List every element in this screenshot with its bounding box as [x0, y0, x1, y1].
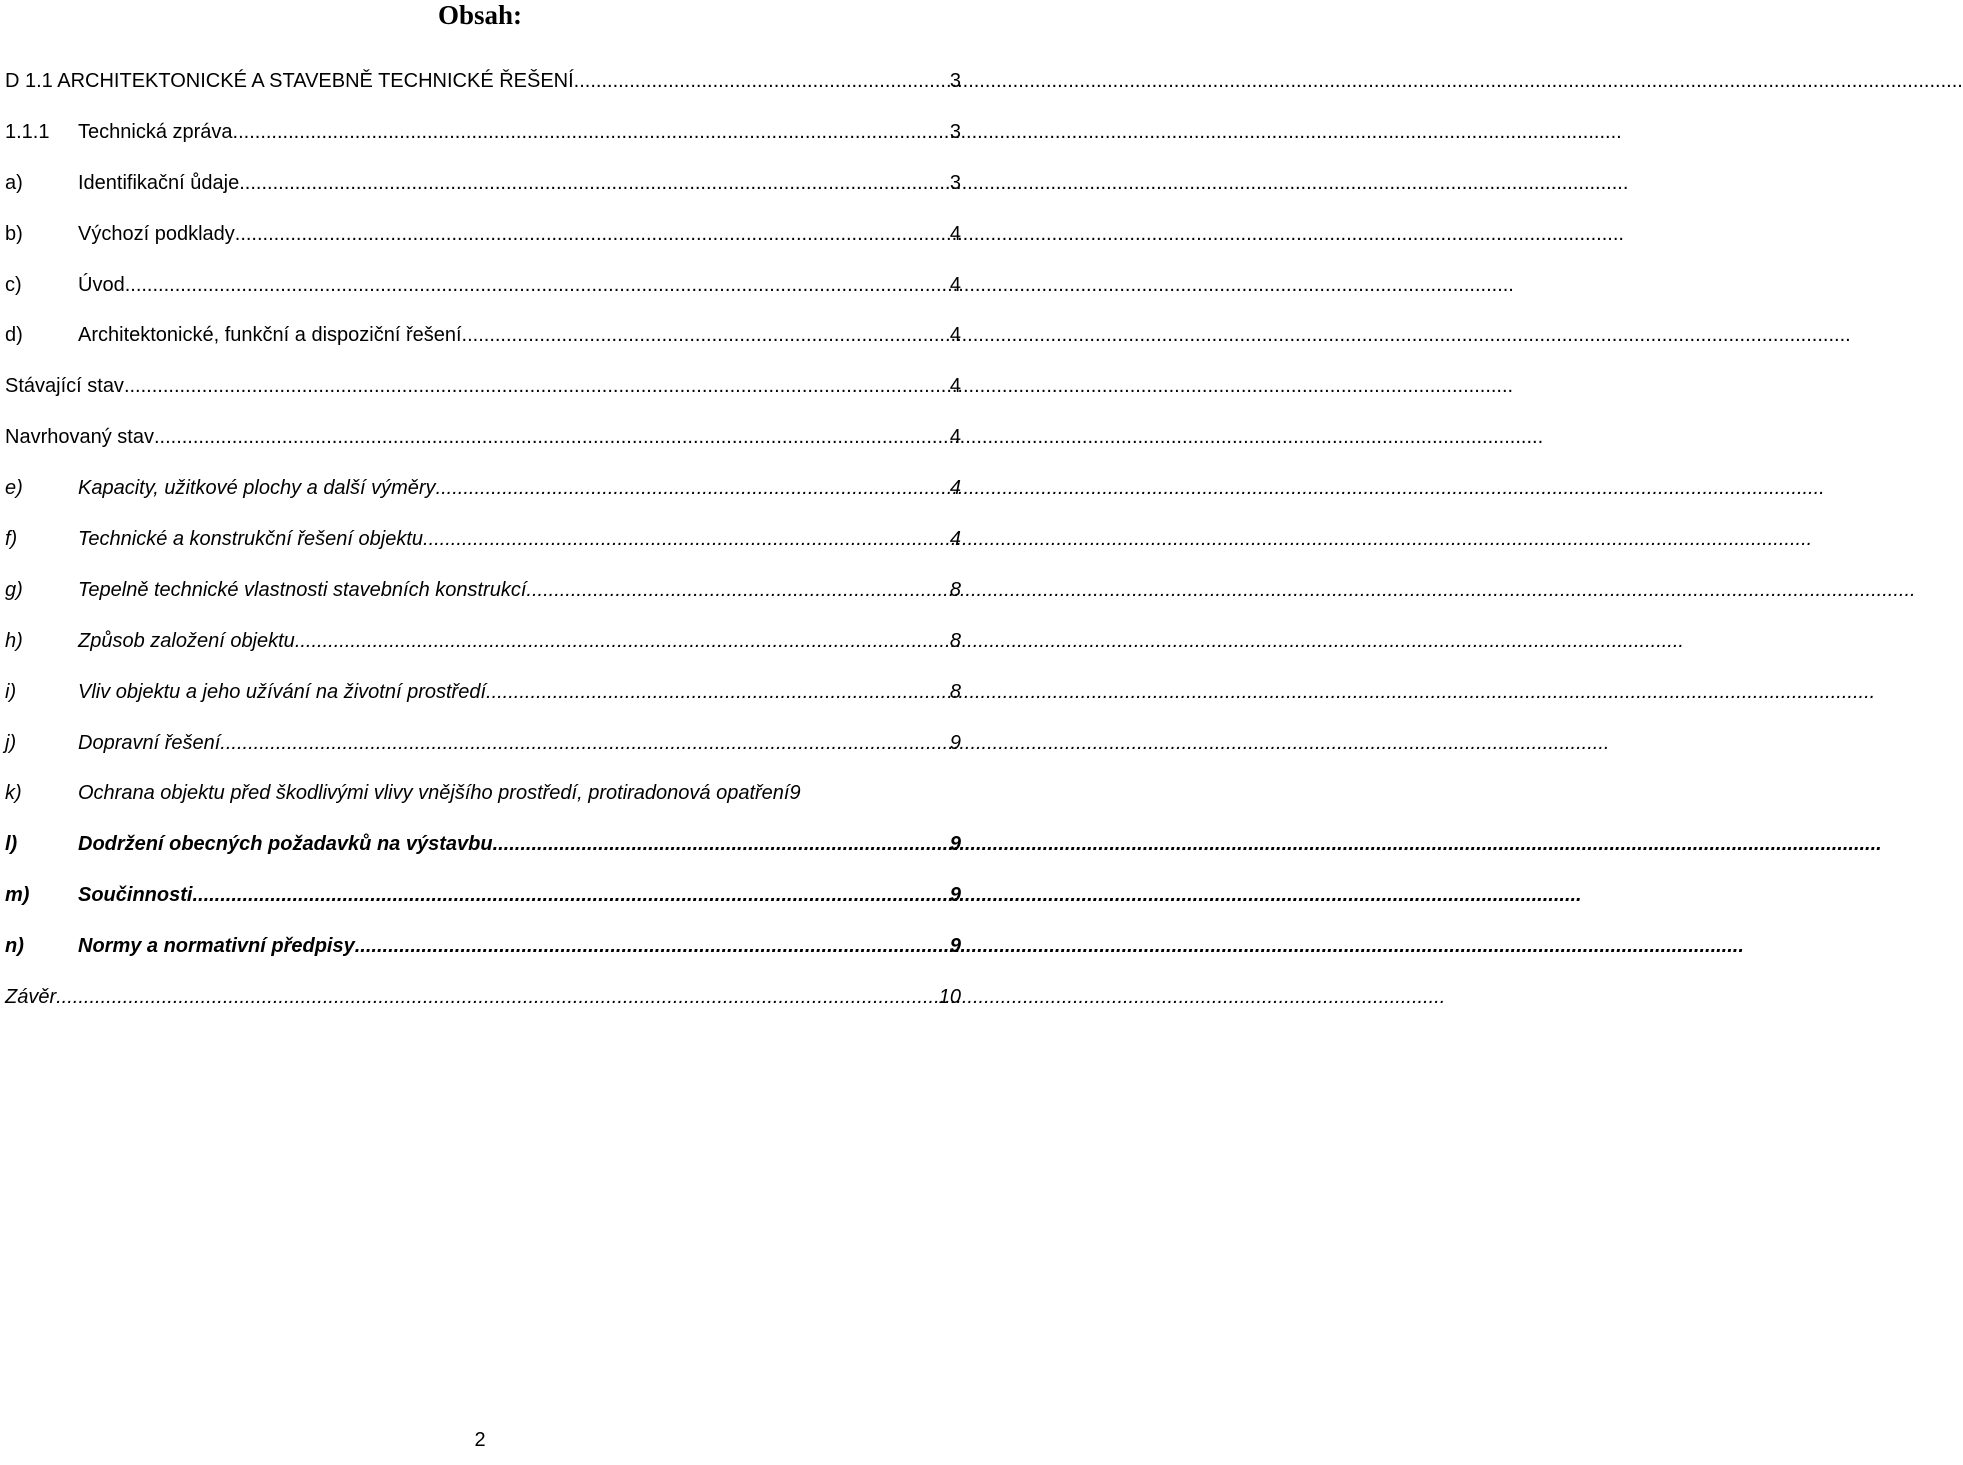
toc-entry-page: 4	[949, 273, 961, 296]
toc-entry-zpusob-zalozeni[interactable]	[5, 616, 961, 667]
dot-leader	[124, 361, 946, 412]
toc-entry-page: 9	[949, 731, 961, 754]
toc-entry-number: g)	[5, 578, 23, 601]
dot-leader	[436, 463, 946, 514]
dot-leader	[462, 310, 946, 361]
toc-entry-page: 9	[949, 884, 961, 907]
toc-entry-number: b)	[5, 222, 23, 245]
toc-entry-label: Normy a normativní předpisy	[78, 935, 355, 958]
dot-leader	[154, 412, 946, 463]
toc-entry-vliv-objektu[interactable]	[5, 667, 961, 718]
toc-entry-dopravni-reseni[interactable]	[5, 718, 961, 769]
toc-entry-navrhovany-stav[interactable]	[5, 412, 961, 463]
toc-entry-label: Vliv objektu a jeho užívání na životní prostředí	[78, 680, 487, 703]
toc-entry-label: D 1.1 ARCHITEKTONICKÉ A STAVEBNĚ TECHNICKÉ ŘEŠENÍ	[5, 70, 574, 92]
toc-entry-page: 8	[949, 578, 961, 601]
toc-entry-number: f)	[5, 528, 18, 551]
toc-entry-page: 9	[789, 782, 801, 805]
toc-entry-normy[interactable]	[5, 921, 961, 972]
dot-leader	[233, 107, 946, 158]
toc-entry-number: c)	[5, 273, 22, 296]
toc-entry-number: h)	[5, 629, 23, 652]
toc-entry-number: e)	[5, 477, 23, 500]
toc-entry-label: Ochrana objektu před škodlivými vlivy vnějšího prostředí, protiradonová opatření	[78, 782, 790, 805]
toc-entry-label: Výchozí podklady	[78, 222, 235, 245]
toc-entry-page: 4	[949, 222, 961, 245]
dot-leader	[493, 819, 946, 870]
toc-entry-tepelne-vlastnosti[interactable]	[5, 565, 961, 616]
toc-entry-label: Technické a konstrukční řešení objektu	[78, 528, 424, 551]
toc-entry-page: 10	[938, 986, 961, 1009]
toc-entry-konstrukcni-reseni[interactable]	[5, 514, 961, 565]
dot-leader	[295, 616, 946, 667]
toc-entry-label: Závěr	[5, 986, 57, 1009]
dot-leader	[423, 514, 946, 565]
table-of-contents	[5, 56, 961, 1023]
toc-entry-label: Tepelně technické vlastnosti stavebních konstrukcí	[78, 578, 527, 601]
toc-entry-page: 9	[949, 935, 961, 958]
toc-entry-page: 4	[949, 324, 961, 347]
dot-leader	[56, 972, 935, 1023]
toc-entry-page: 4	[949, 426, 961, 449]
dot-leader	[526, 565, 945, 616]
toc-entry-soucinnosti[interactable]	[5, 870, 961, 921]
dot-leader	[239, 158, 946, 209]
toc-entry-number: n)	[5, 935, 24, 958]
page-title: Obsah:	[437, 0, 523, 30]
page-number: 2	[474, 1429, 486, 1451]
dot-leader	[235, 209, 946, 260]
toc-entry-number: l)	[5, 833, 18, 856]
toc-entry-technicka-zprava[interactable]	[5, 107, 961, 158]
dot-leader	[125, 260, 946, 311]
toc-entry-zaver[interactable]	[5, 972, 961, 1023]
toc-entry-kapacity[interactable]	[5, 463, 961, 514]
toc-entry-page: 3	[949, 120, 961, 143]
toc-entry-label: Dopravní řešení	[78, 731, 221, 754]
toc-entry-page: 8	[949, 680, 961, 703]
toc-entry-number: 1.1.1	[5, 120, 50, 143]
toc-entry-label: Identifikační ůdaje	[78, 171, 240, 194]
dot-leader	[192, 870, 945, 921]
toc-entry-vychozi-podklady[interactable]	[5, 209, 961, 260]
toc-entry-number: d)	[5, 324, 23, 347]
toc-entry-label: Dodržení obecných požadavků na výstavbu	[78, 833, 493, 856]
toc-entry-ochrana-objektu[interactable]	[5, 768, 961, 819]
toc-entry-page: 4	[949, 477, 961, 500]
toc-entry-number: j)	[5, 731, 17, 754]
toc-entry-label: Architektonické, funkční a dispoziční řešení	[78, 324, 462, 347]
toc-entry-dodrzeni-pozadavku[interactable]	[5, 819, 961, 870]
dot-leader	[486, 667, 946, 718]
dot-leader	[220, 718, 946, 769]
toc-entry-page: 3	[949, 70, 961, 92]
toc-entry-label: Součinnosti	[78, 884, 193, 907]
toc-entry-label: Způsob založení objektu	[78, 629, 295, 652]
toc-entry-architektonicke-reseni[interactable]	[5, 56, 961, 107]
toc-entry-page: 9	[949, 833, 961, 856]
toc-entry-label: Technická zpráva	[78, 120, 233, 143]
toc-entry-dispozicni-reseni[interactable]	[5, 310, 961, 361]
toc-entry-number: k)	[5, 782, 22, 805]
toc-entry-page: 4	[949, 528, 961, 551]
toc-entry-number: a)	[5, 171, 23, 194]
toc-entry-page: 8	[949, 629, 961, 652]
toc-entry-identifikacni-udaje[interactable]	[5, 158, 961, 209]
toc-entry-label: Úvod	[78, 273, 125, 296]
toc-entry-stavajici-stav[interactable]	[5, 361, 961, 412]
toc-entry-label: Kapacity, užitkové plochy a další výměry	[78, 477, 436, 500]
toc-entry-page: 3	[949, 171, 961, 194]
toc-entry-uvod[interactable]	[5, 260, 961, 311]
toc-entry-label: Stávající stav	[5, 375, 124, 398]
toc-entry-label: Navrhovaný stav	[5, 426, 154, 449]
toc-entry-number: m)	[5, 884, 30, 907]
dot-leader	[355, 921, 946, 972]
toc-entry-number: i)	[5, 680, 17, 703]
toc-entry-page: 4	[949, 375, 961, 398]
dot-leader	[574, 56, 946, 107]
